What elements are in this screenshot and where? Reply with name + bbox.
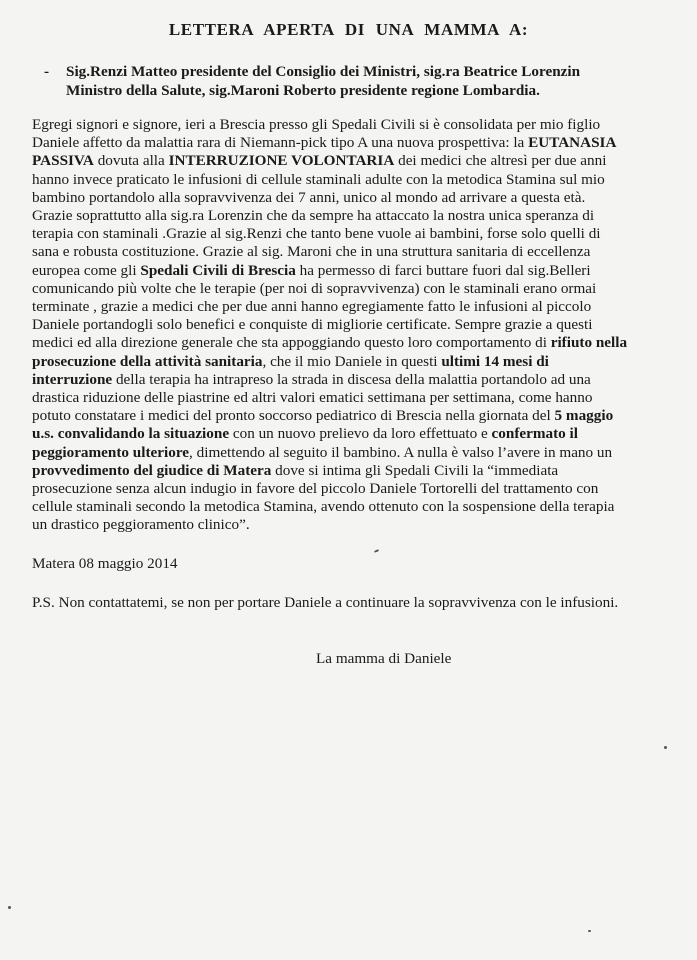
body-line: europea come gli Spedali Civili di Brescia ha permesso di farci buttare fuori dal sig.Belleri [32,261,591,279]
body-line: PASSIVA dovuta alla INTERRUZIONE VOLONTARIA dei medici che altresì per due anni [32,152,607,170]
bold-phrase: provvedimento del giudice di Matera [32,461,272,479]
body-line: comunicando più volte che le terapie (per noi di sopravvivenza) con le staminali erano ormai [32,279,597,297]
bold-phrase: peggioramento ulteriore [32,443,190,461]
bold-phrase: rifiuto nella [550,334,628,352]
scan-speck [588,930,591,932]
body-line: cellule staminali secondo la metodica Stamina, avendo ottenuto con la sospensione della terapia [32,498,615,516]
bold-phrase: PASSIVA [32,152,94,170]
body-line: bambino portandolo alla sopravvivenza dei 7 anni, unico al mondo ad arrivare a questa età. [32,188,586,206]
bold-phrase: 5 maggio [554,407,614,425]
bold-phrase: u.s. convalidando la situazione [32,425,230,443]
postscript: P.S. Non contattatemi, se non per portare Daniele a continuare la sopravvivenza con le infusioni. [32,594,619,611]
body-line: provvedimento del giudice di Matera dove si intima gli Spedali Civili la “immediata [32,461,559,479]
bold-phrase: INTERRUZIONE VOLONTARIA [168,152,395,170]
body-line: sana e robusta costituzione. Grazie al sig. Maroni che in una struttura sanitaria di eccellenza [32,243,591,261]
body-line: medici ed alla direzione generale che sta appoggiando questo loro comportamento di rifiuto nella [32,334,628,352]
scan-speck [8,906,11,909]
body-line: hanno invece praticato le infusioni di cellule staminali adulte con la metodica Stamina sul mio [32,170,605,188]
addressees-block [44,62,664,100]
scan-speck [374,549,379,553]
body-line: prosecuzione senza alcun indugio in favore del piccolo Daniele Tortorelli del trattamento con [32,480,599,498]
body-line: Egregi signori e signore, ieri a Brescia presso gli Spedali Civili si è consolidata per mio figlio [32,116,601,133]
body-line: potuto constatare i medici del pronto soccorso pediatrico di Brescia nella giornata del 5 maggio [32,407,614,425]
body-line: peggioramento ulteriore, dimettendo al seguito il bambino. A nulla è valso l’avere in mano un [32,443,613,461]
body-line: un drastico peggioramento clinico”. [32,516,250,534]
bold-phrase: prosecuzione della attività sanitaria [32,352,263,370]
body-line: Grazie soprattutto alla sig.ra Lorenzin che da sempre ha attaccato la nostra unica speranza di [32,207,595,225]
body-line: prosecuzione della attività sanitaria, che il mio Daniele in questi ultimi 14 mesi di [32,352,549,370]
letter-title: LETTERA APERTA DI UNA MAMMA A: [168,20,529,39]
body-line: u.s. convalidando la situazione con un nuovo prelievo da loro effettuato e confermato il [32,425,578,443]
bold-phrase: EUTANASIA [528,134,617,152]
body-line: Daniele affetto da malattia rara di Niemann-pick tipo A una nuova prospettiva: la EUTANASIA [32,134,617,152]
body-line: terapia con staminali .Grazie al sig.Renzi che tanto bene vuole ai bambini, forse solo quelli di [32,225,601,243]
bold-phrase: interruzione [32,370,113,388]
letter-body [32,116,672,535]
bold-phrase: ultimi 14 mesi di [441,352,549,370]
signature: La mamma di Daniele [316,650,452,667]
date-line: Matera 08 maggio 2014 [32,555,178,572]
bold-phrase: Spedali Civili di Brescia [140,261,296,279]
addressee-line-2: Ministro della Salute, sig.Maroni Roberto presidente regione Lombardia. [66,82,540,99]
body-line: interruzione della terapia ha intrapreso la strada in discesa della malattia portandolo ad una [32,370,591,388]
list-dash: - [44,63,50,80]
body-line: Daniele portandogli solo benefici e conquiste di migliorie certificate. Sempre grazie a questi [32,316,593,334]
body-line: drastica riduzione delle piastrine ed altri valori ematici settimana per settimana, come hanno [32,389,593,407]
bold-phrase: confermato il [491,425,578,443]
scan-speck [664,746,667,749]
addressee-line-1: Sig.Renzi Matteo presidente del Consiglio dei Ministri, sig.ra Beatrice Lorenzin [66,63,581,80]
body-line: terminate , grazie a medici che per due anni hanno egregiamente fatto le infusioni al piccolo [32,298,592,316]
